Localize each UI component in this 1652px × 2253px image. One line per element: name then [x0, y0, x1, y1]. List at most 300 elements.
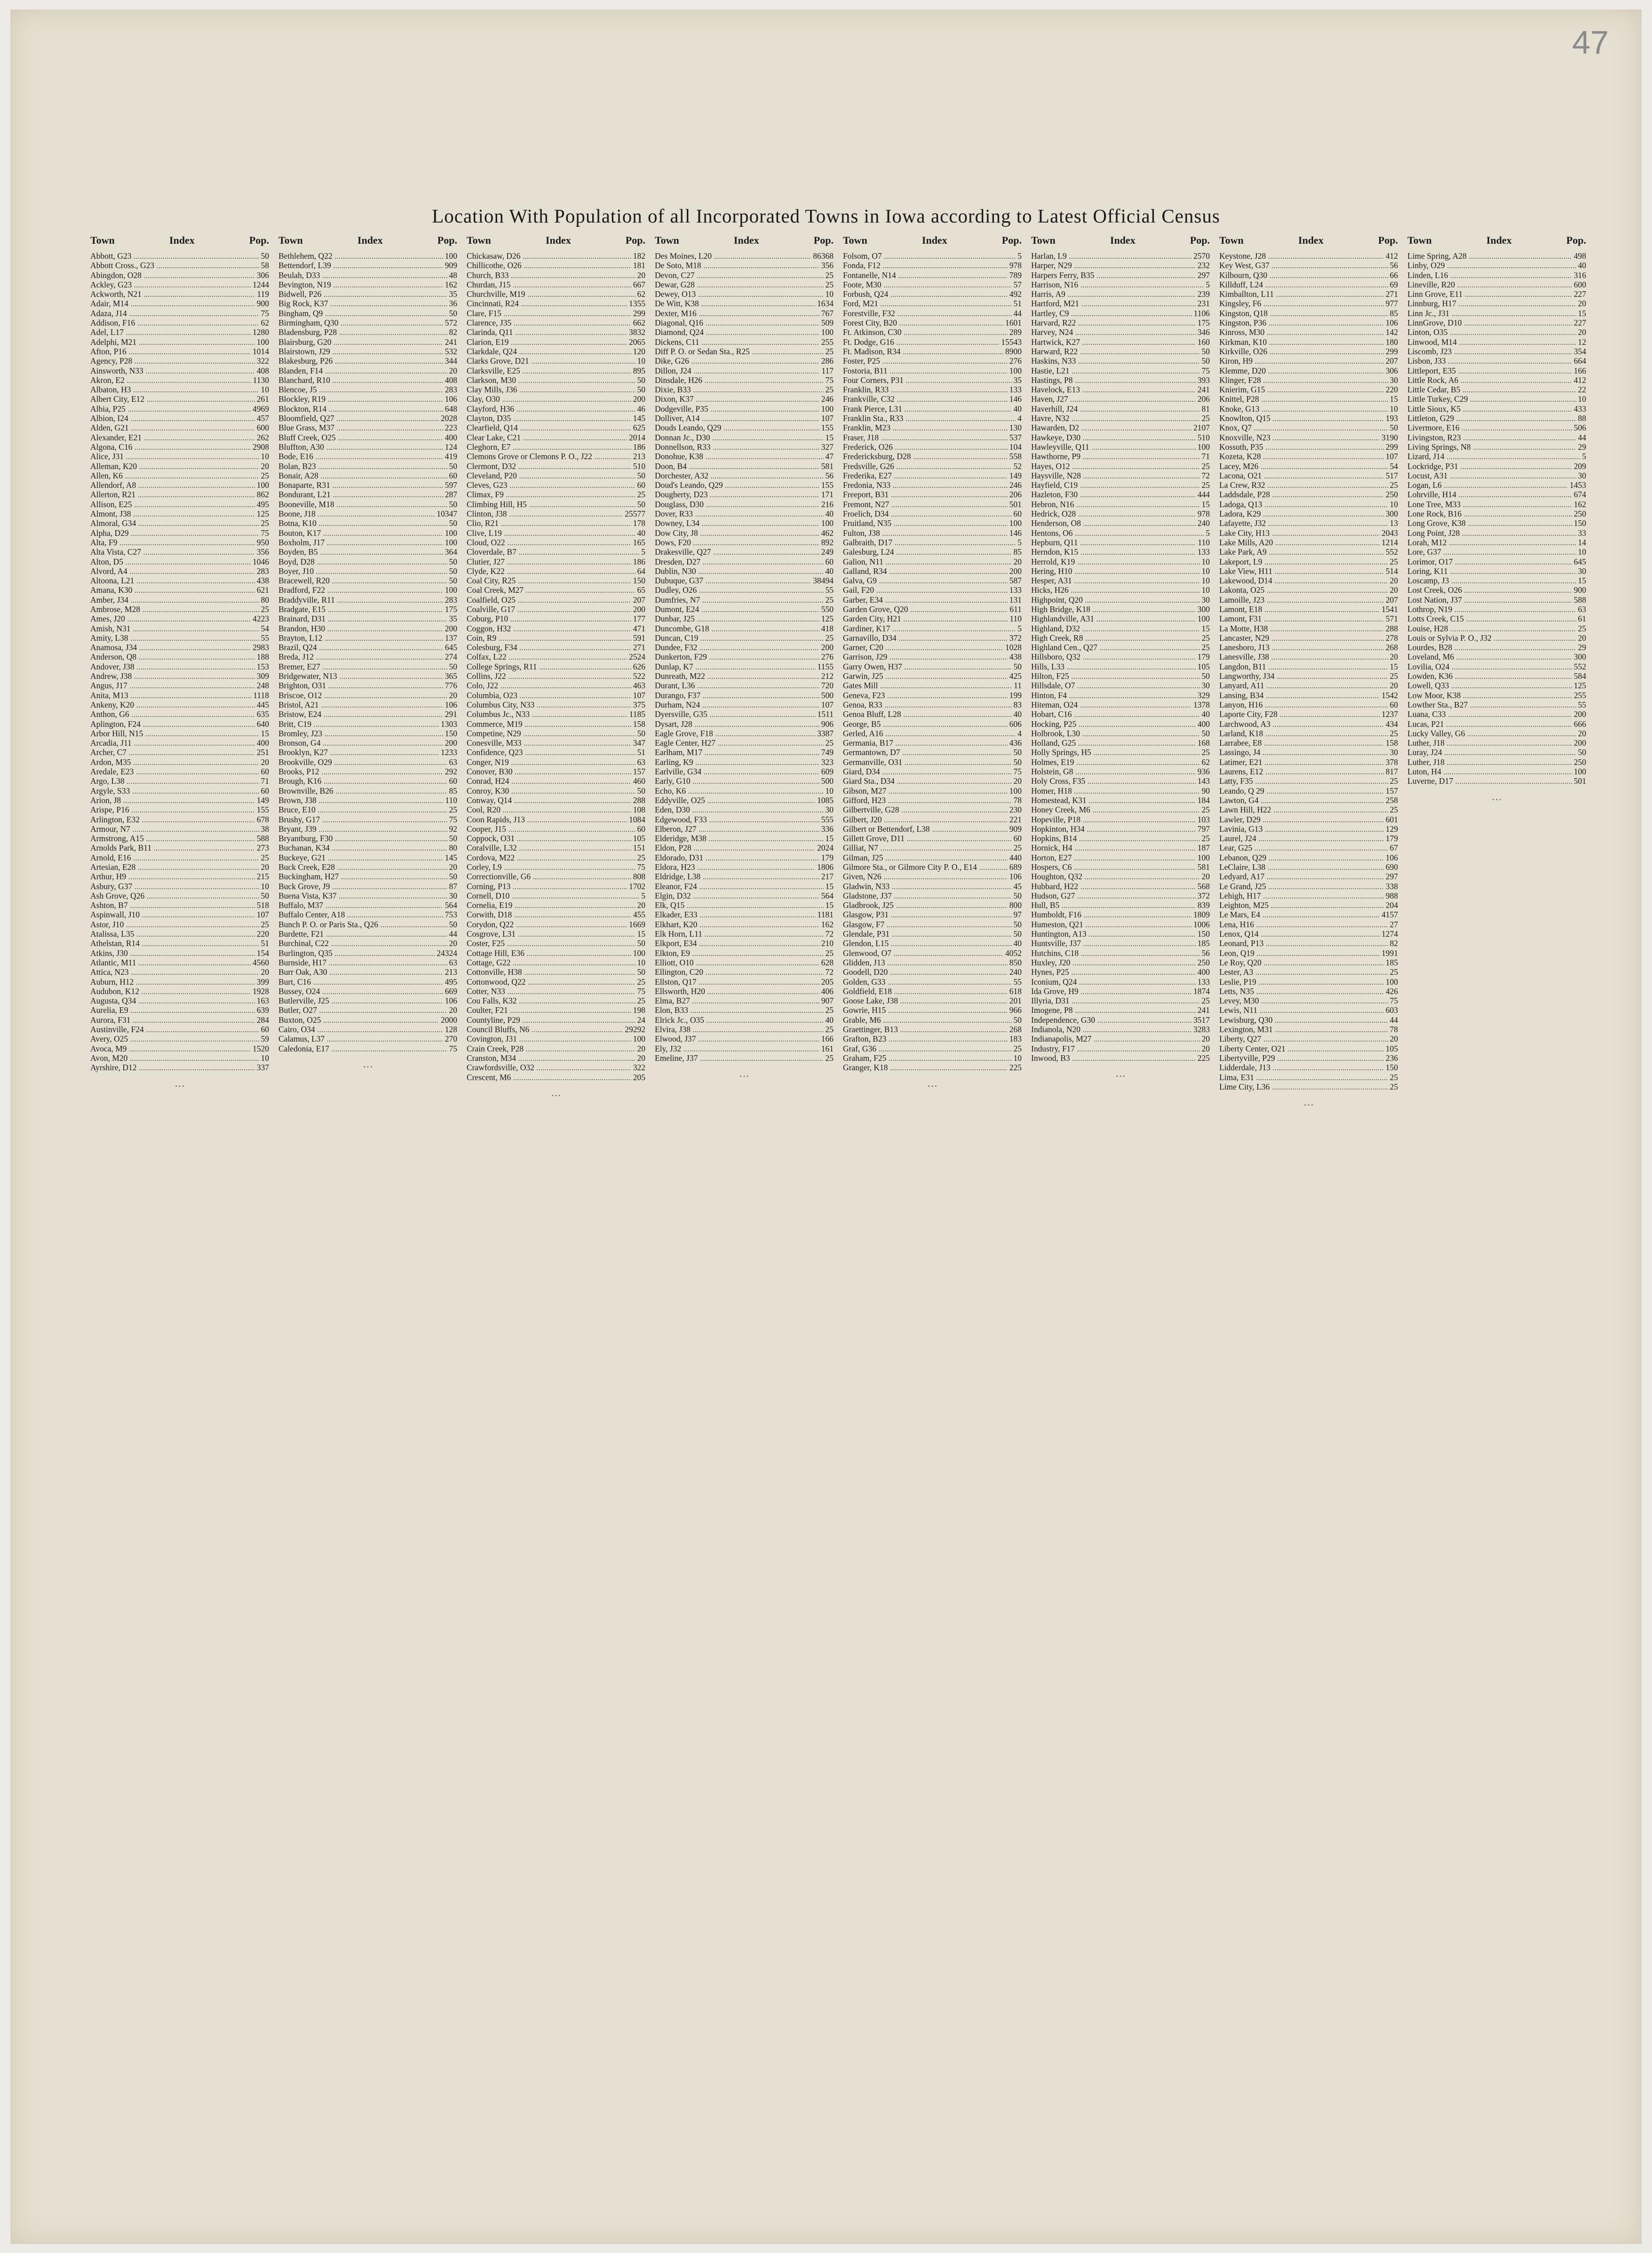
- town-population: 20: [449, 862, 457, 872]
- town-name: Durant, L36 .....: [655, 681, 819, 690]
- town-population: 20: [449, 939, 457, 948]
- town-population: 250: [1197, 957, 1210, 967]
- town-population: 299: [1385, 346, 1398, 356]
- town-entry: [1219, 414, 1398, 423]
- town-entry: [1219, 614, 1398, 623]
- town-entry: [278, 882, 457, 891]
- town-entry: [1219, 480, 1398, 490]
- town-population: 183: [1009, 1034, 1022, 1044]
- town-name: Aurora, F31 .....: [90, 1015, 255, 1025]
- town-name: Garnavillo, D34 .....: [843, 633, 1008, 643]
- header-index: Index: [545, 234, 571, 246]
- town-name: Hepburn, Q11 .....: [1031, 538, 1196, 547]
- town-entry: [467, 299, 645, 308]
- town-population: 207: [1385, 595, 1398, 605]
- town-name: Low Moor, K38 .....: [1407, 691, 1572, 700]
- town-population: 640: [256, 719, 269, 729]
- town-population: 20: [637, 900, 645, 910]
- town-entry: [1031, 509, 1210, 518]
- town-name: Leslie, P19 .....: [1219, 977, 1384, 987]
- town-name: Knox, Q7 .....: [1219, 423, 1388, 432]
- town-population: 5: [1206, 528, 1210, 538]
- town-name: Dike, G26 .....: [655, 356, 819, 366]
- town-name: Lansing, B34 .....: [1219, 691, 1380, 700]
- town-name: Diamond, Q24 .....: [655, 327, 819, 337]
- town-population: 25: [1390, 1072, 1398, 1082]
- town-name: Forestville, F32 .....: [843, 309, 1012, 318]
- town-entry: [90, 948, 269, 958]
- town-entry: [1031, 289, 1210, 299]
- town-name: Goldfield, E18 .....: [843, 987, 1008, 996]
- town-population: 63: [637, 757, 645, 767]
- town-entry: [467, 967, 645, 977]
- column-header: [278, 234, 457, 247]
- town-population: 64: [637, 566, 645, 576]
- town-name: Artesian, E28 .....: [90, 862, 259, 872]
- town-name: Ladoga, Q13 .....: [1219, 500, 1388, 509]
- town-name: Garwin, J25 .....: [843, 671, 1008, 681]
- town-population: 50: [449, 576, 457, 586]
- town-name: Given, N26 .....: [843, 872, 1008, 881]
- town-name: Lacona, O21 .....: [1219, 471, 1384, 480]
- town-population: 100: [633, 948, 645, 958]
- town-entry: [90, 471, 269, 480]
- town-population: 246: [821, 394, 834, 404]
- town-entry: [278, 471, 457, 480]
- town-name: Church, B33 .....: [467, 271, 635, 280]
- town-population: 40: [1013, 404, 1022, 414]
- town-population: 72: [825, 929, 834, 939]
- town-population: 75: [1390, 996, 1398, 1006]
- town-entry: [1219, 643, 1398, 652]
- town-entry: [1031, 729, 1210, 738]
- town-entry: [843, 490, 1022, 499]
- town-population: 25: [637, 852, 645, 862]
- town-entry: [655, 948, 834, 958]
- town-population: 50: [637, 470, 645, 480]
- town-entry: [655, 433, 834, 442]
- town-entry: [278, 337, 457, 347]
- town-entry: [655, 843, 834, 852]
- town-name: Gates Mill .....: [843, 681, 1012, 690]
- town-name: Burt, C16 .....: [278, 977, 443, 987]
- town-population: 227: [1573, 318, 1586, 328]
- town-name: Audubon, K12 .....: [90, 987, 251, 996]
- town-name: Cordova, M22 .....: [467, 853, 635, 862]
- town-entry: [1219, 900, 1398, 910]
- town-population: 354: [1573, 346, 1586, 356]
- town-name: Dodgeville, P35 .....: [655, 404, 819, 414]
- town-name: Boxholm, J17 .....: [278, 538, 443, 547]
- town-entry: [1031, 500, 1210, 509]
- town-population: 258: [1385, 795, 1398, 805]
- town-population: 249: [821, 547, 834, 557]
- town-entry: [655, 748, 834, 757]
- town-population: 50: [1390, 423, 1398, 433]
- town-name: Alice, J31 .....: [90, 452, 259, 461]
- town-name: Lake City, H13 .....: [1219, 528, 1380, 538]
- town-name: Glidden, J13 .....: [843, 958, 1008, 967]
- town-name: Keystone, J28 .....: [1219, 251, 1384, 261]
- town-entry: [1031, 318, 1210, 327]
- town-population: 10: [1201, 557, 1210, 566]
- census-page: [10, 9, 1642, 2244]
- town-name: Harward, R22 .....: [1031, 347, 1200, 356]
- town-entry: [90, 958, 269, 967]
- town-population: 10: [1390, 404, 1398, 414]
- town-name: Lima, E31 .....: [1219, 1073, 1388, 1082]
- town-column: [650, 234, 838, 2187]
- town-name: Amity, L38 .....: [90, 633, 259, 643]
- town-entry: [467, 385, 645, 394]
- town-name: Lanyard, A11 .....: [1219, 681, 1388, 690]
- town-entry: [1219, 738, 1398, 748]
- town-population: 20: [1390, 681, 1398, 691]
- town-entry: [1031, 280, 1210, 289]
- town-entry: [843, 872, 1022, 881]
- town-list: [1407, 251, 1586, 786]
- town-entry: [90, 709, 269, 719]
- town-entry: [1407, 414, 1586, 423]
- town-entry: [467, 318, 645, 327]
- town-name: Amish, N31 .....: [90, 624, 259, 633]
- town-entry: [1031, 471, 1210, 480]
- town-entry: [467, 796, 645, 805]
- town-population: 625: [633, 423, 645, 433]
- town-name: Algona, C16 .....: [90, 442, 251, 452]
- town-name: Lenox, Q14 .....: [1219, 929, 1380, 939]
- town-name: Glasgow, P31 .....: [843, 910, 1012, 919]
- town-population: 2043: [1382, 528, 1398, 538]
- town-entry: [655, 815, 834, 824]
- town-entry: [843, 375, 1022, 385]
- town-entry: [90, 605, 269, 614]
- town-population: 666: [1573, 719, 1586, 729]
- town-population: 626: [633, 661, 645, 671]
- town-entry: [278, 566, 457, 576]
- town-list: [1219, 251, 1398, 1091]
- town-population: 107: [821, 700, 834, 709]
- town-name: Long Point, J28 .....: [1407, 528, 1576, 538]
- town-population: 514: [1385, 566, 1398, 576]
- town-name: Hazleton, F30 .....: [1031, 490, 1196, 499]
- town-entry: [467, 433, 645, 442]
- town-entry: [655, 996, 834, 1005]
- town-population: 162: [445, 279, 457, 289]
- town-column: [462, 234, 650, 2187]
- town-entry: [1407, 528, 1586, 538]
- town-population: 400: [256, 738, 269, 748]
- town-name: Garden Grove, Q20 .....: [843, 605, 1008, 614]
- town-name: Eldorado, D31 .....: [655, 853, 819, 862]
- town-population: 601: [1385, 814, 1398, 824]
- town-entry: [278, 929, 457, 939]
- town-name: Gilbert or Bettendorf, L38 .....: [843, 824, 1008, 834]
- town-entry: [1407, 662, 1586, 671]
- town-name: Coon Rapids, J13 .....: [467, 815, 627, 824]
- header-town: Town: [655, 234, 679, 246]
- town-population: 356: [256, 547, 269, 557]
- town-entry: [1407, 462, 1586, 471]
- town-entry: [467, 337, 645, 347]
- town-entry: [1219, 757, 1398, 767]
- town-name: Buckeye, G21 .....: [278, 853, 443, 862]
- town-name: Clarks Grove, D21 .....: [467, 356, 635, 366]
- town-entry: [843, 289, 1022, 299]
- town-entry: [1031, 1053, 1210, 1063]
- town-population: 100: [633, 1034, 645, 1044]
- town-population: 690: [1385, 862, 1398, 872]
- town-population: 40: [825, 509, 834, 519]
- town-name: Doud's Leando, Q29 .....: [655, 480, 819, 490]
- town-name: Holly Springs, H5 .....: [1031, 748, 1200, 757]
- town-entry: [1219, 700, 1398, 709]
- town-population: 55: [261, 633, 269, 643]
- town-name: Bluff Creek, O25 .....: [278, 433, 443, 442]
- town-entry: [655, 500, 834, 509]
- town-entry: [843, 462, 1022, 471]
- town-population: 227: [1573, 289, 1586, 299]
- town-entry: [655, 414, 834, 423]
- town-entry: [1031, 452, 1210, 461]
- town-entry: [655, 709, 834, 719]
- town-population: 555: [821, 814, 834, 824]
- town-name: Lake Mills, A20 .....: [1219, 538, 1380, 547]
- town-population: 25: [1013, 843, 1022, 853]
- town-population: 78: [1013, 795, 1022, 805]
- town-name: Armstrong, A15 .....: [90, 834, 255, 843]
- town-population: 51: [637, 748, 645, 757]
- town-entry: [1219, 662, 1398, 671]
- town-population: 231: [1197, 299, 1210, 309]
- town-entry: [1219, 853, 1398, 862]
- town-name: Bluffton, A30 .....: [278, 442, 443, 452]
- town-name: Lamont, F31 .....: [1219, 614, 1384, 623]
- town-population: 50: [1013, 661, 1022, 671]
- town-name: Buck Grove, J9 .....: [278, 882, 447, 891]
- town-entry: [655, 681, 834, 690]
- town-population: 210: [821, 939, 834, 948]
- town-name: Hicks, H26 .....: [1031, 585, 1200, 595]
- town-name: Allerton, R21 .....: [90, 490, 255, 499]
- town-entry: [655, 624, 834, 633]
- town-name: Brighton, O31 .....: [278, 681, 443, 690]
- town-name: Lime City, L36 .....: [1219, 1082, 1388, 1091]
- town-population: 106: [1385, 852, 1398, 862]
- town-entry: [467, 462, 645, 471]
- town-entry: [655, 385, 834, 394]
- town-name: Grafton, B23 .....: [843, 1034, 1008, 1043]
- town-entry: [467, 862, 645, 872]
- town-entry: [1219, 776, 1398, 786]
- town-population: 40: [1578, 261, 1586, 271]
- town-population: 119: [257, 289, 269, 299]
- town-entry: [1219, 719, 1398, 729]
- town-name: Elkport, E34 .....: [655, 939, 819, 948]
- town-entry: [655, 299, 834, 308]
- town-name: Gladwin, N33 .....: [843, 882, 1012, 891]
- town-population: 1274: [1382, 929, 1398, 939]
- town-population: 1185: [629, 709, 645, 719]
- town-entry: [467, 872, 645, 881]
- town-population: 72: [825, 967, 834, 977]
- town-population: 236: [1385, 1053, 1398, 1063]
- town-population: 230: [1009, 805, 1022, 815]
- town-name: Forbush, Q24 .....: [843, 289, 1008, 299]
- town-entry: [1407, 356, 1586, 366]
- town-population: 322: [256, 356, 269, 366]
- town-population: 12: [1578, 337, 1586, 347]
- town-name: Cooper, J15 .....: [467, 824, 635, 834]
- town-name: Linwood, M14 .....: [1407, 337, 1576, 347]
- town-entry: [90, 318, 269, 327]
- town-name: Conrad, H24 .....: [467, 776, 631, 786]
- town-name: Buena Vista, K37 .....: [278, 891, 447, 900]
- town-population: 2028: [441, 414, 457, 423]
- town-entry: [1031, 853, 1210, 862]
- town-entry: [655, 518, 834, 528]
- town-population: 133: [1197, 977, 1210, 987]
- town-entry: [1407, 337, 1586, 347]
- town-list: [90, 251, 269, 1073]
- town-population: 15: [1390, 661, 1398, 671]
- town-name: Ackworth, N21 .....: [90, 289, 255, 299]
- town-name: Bryant, J39 .....: [278, 824, 447, 834]
- town-population: 50: [1013, 1015, 1022, 1025]
- town-entry: [843, 920, 1022, 929]
- town-population: 408: [256, 366, 269, 375]
- town-population: 588: [1573, 595, 1586, 605]
- town-name: Bruce, E10 .....: [278, 805, 447, 814]
- town-name: Lothrop, N19 .....: [1407, 605, 1576, 614]
- town-population: 207: [1385, 356, 1398, 366]
- town-entry: [90, 796, 269, 805]
- town-name: Fostoria, B11 .....: [843, 366, 1008, 375]
- town-entry: [278, 480, 457, 490]
- town-name: Colesburg, F34 .....: [467, 643, 631, 652]
- town-name: Breda, J12 .....: [278, 652, 443, 661]
- town-population: 399: [256, 977, 269, 987]
- town-entry: [655, 691, 834, 700]
- town-population: 51: [1013, 299, 1022, 309]
- town-name: Louis or Sylvia P. O., J32 .....: [1407, 633, 1576, 643]
- town-population: 30: [1578, 470, 1586, 480]
- town-population: 75: [1013, 767, 1022, 777]
- town-entry: [843, 815, 1022, 824]
- town-entry: [278, 423, 457, 432]
- town-entry: [843, 1005, 1022, 1015]
- town-name: Indianapolis, M27 .....: [1031, 1034, 1200, 1043]
- town-entry: [90, 977, 269, 987]
- town-name: Hillsboro, Q32 .....: [1031, 652, 1196, 661]
- town-entry: [1407, 566, 1586, 576]
- town-name: Havelock, E13 .....: [1031, 385, 1196, 394]
- town-name: Arcadia, J11 .....: [90, 738, 255, 748]
- town-name: Bristow, E24 .....: [278, 709, 443, 719]
- town-entry: [1219, 882, 1398, 891]
- town-name: Homestead, K31 .....: [1031, 796, 1196, 805]
- town-population: 50: [449, 872, 457, 882]
- town-entry: [655, 289, 834, 299]
- town-name: Ford, M21 .....: [843, 299, 1012, 308]
- town-population: 900: [256, 299, 269, 309]
- town-name: Elk, Q15 .....: [655, 900, 824, 910]
- town-entry: [467, 528, 645, 538]
- town-population: 365: [445, 671, 457, 681]
- town-population: 4: [1017, 728, 1022, 738]
- town-population: 86368: [813, 251, 834, 261]
- town-entry: [1407, 719, 1586, 729]
- town-population: 289: [1009, 327, 1022, 337]
- town-entry: [1031, 900, 1210, 910]
- town-name: Kilbourn, Q30 .....: [1219, 271, 1388, 280]
- town-population: 1669: [629, 919, 645, 929]
- town-entry: [467, 691, 645, 700]
- town-name: Bracewell, R20 .....: [278, 576, 447, 585]
- town-name: Armour, N7 .....: [90, 824, 259, 834]
- town-entry: [278, 414, 457, 423]
- town-entry: [467, 977, 645, 987]
- town-entry: [90, 327, 269, 337]
- town-population: 88: [1578, 414, 1586, 423]
- town-name: Coulter, F21 .....: [467, 1005, 631, 1015]
- town-population: 537: [1009, 432, 1022, 442]
- town-name: Glendale, P31 .....: [843, 929, 1012, 939]
- town-name: Brownville, B26 .....: [278, 786, 447, 796]
- town-name: Blockley, R19 .....: [278, 394, 443, 404]
- town-population: 1237: [1382, 709, 1398, 719]
- town-entry: [278, 547, 457, 557]
- town-entry: [467, 920, 645, 929]
- town-name: Hocking, P25 .....: [1031, 719, 1196, 729]
- town-name: Hastie, L21 .....: [1031, 366, 1200, 375]
- town-entry: [90, 442, 269, 452]
- town-entry: [1031, 891, 1210, 900]
- town-entry: [467, 557, 645, 566]
- town-name: Humeston, Q21 .....: [1031, 920, 1191, 929]
- header-pop: Pop.: [437, 234, 457, 246]
- town-population: 1006: [1193, 919, 1210, 929]
- town-entry: [278, 719, 457, 729]
- town-population: 299: [1385, 442, 1398, 452]
- town-entry: [655, 862, 834, 872]
- town-name: Lakewood, D14 .....: [1219, 576, 1388, 585]
- town-name: Altoona, L21 .....: [90, 576, 255, 585]
- town-name: Gilman, J25 .....: [843, 853, 1008, 862]
- town-entry: [1219, 920, 1398, 929]
- town-name: Doon, B4 .....: [655, 462, 819, 471]
- town-population: 10: [1201, 585, 1210, 595]
- town-entry: [278, 309, 457, 318]
- town-entry: [843, 280, 1022, 289]
- town-population: 186: [633, 442, 645, 452]
- town-name: Galbraith, D17 .....: [843, 538, 1016, 547]
- town-population: 667: [633, 279, 645, 289]
- town-entry: [1219, 280, 1398, 289]
- town-name: Haverhill, J24 .....: [1031, 404, 1200, 414]
- town-name: Hornick, H4 .....: [1031, 843, 1196, 852]
- town-name: Lake Park, A9 .....: [1219, 547, 1384, 557]
- town-population: 75: [449, 1043, 457, 1053]
- town-name: Blockton, R14 .....: [278, 404, 443, 414]
- town-entry: [467, 1025, 645, 1034]
- town-population: 110: [1009, 614, 1022, 624]
- town-entry: [1219, 652, 1398, 661]
- town-entry: [1219, 605, 1398, 614]
- town-name: Eden, D30 .....: [655, 805, 824, 814]
- town-entry: [1219, 671, 1398, 681]
- town-population: 100: [821, 327, 834, 337]
